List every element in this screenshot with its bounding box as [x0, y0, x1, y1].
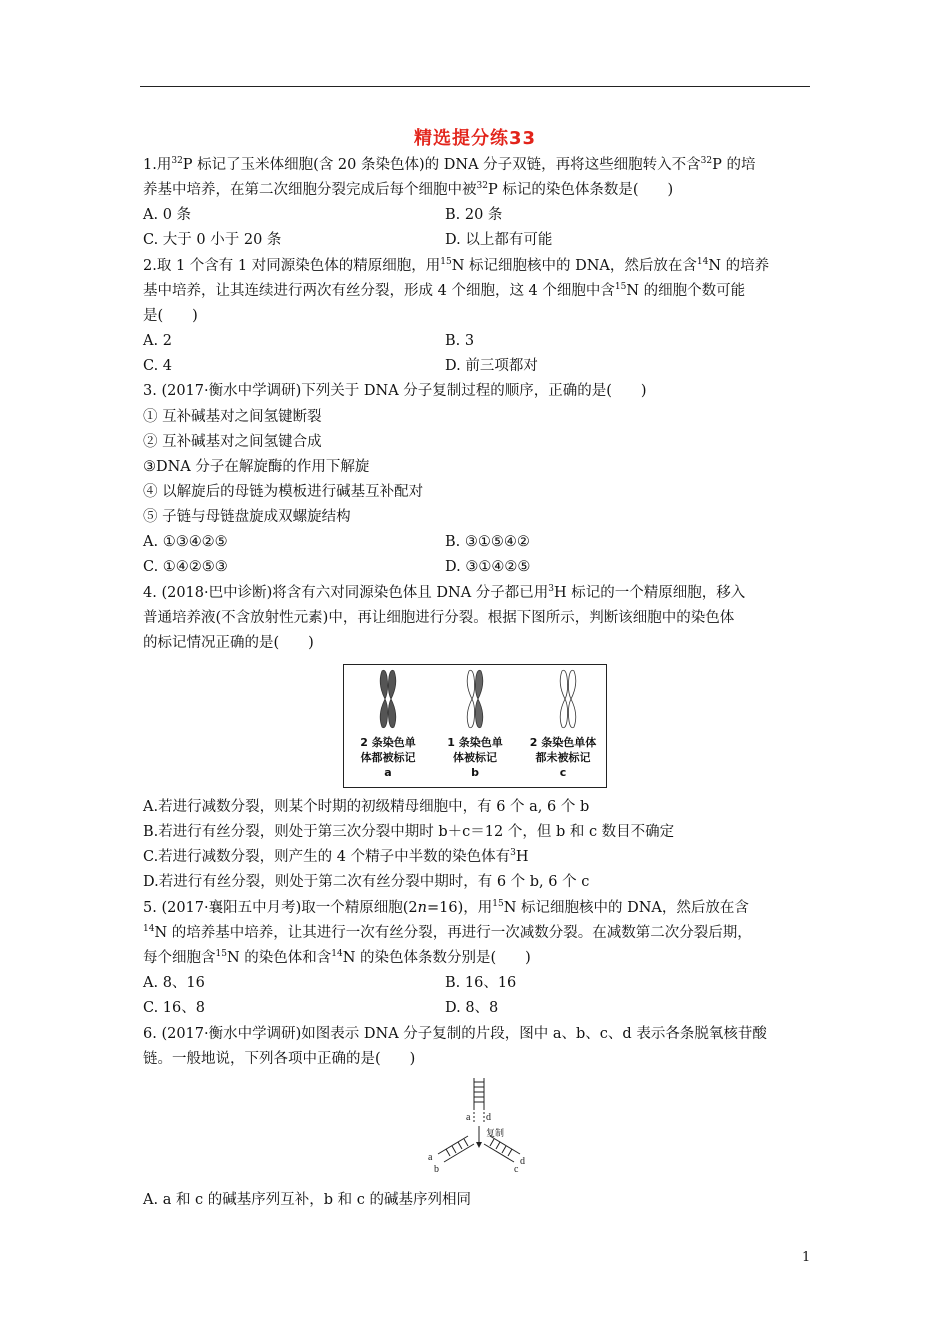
q1-option-a: A. 0 条 — [143, 207, 192, 223]
strand-c-right: c — [514, 1164, 519, 1175]
q2-line-1: 2.取 1 个含有 1 对同源染色体的精原细胞，用$^{15}$N 标记细胞核中的 DNA，然后放在含$^{14}$N 的培养 — [143, 257, 770, 274]
q3-option-a: A. ①③④②⑤ — [143, 534, 228, 550]
figure-label-b: 1 条染色单 体被标记 b — [447, 736, 503, 779]
q3-step-2: ② 互补碱基对之间氢键合成 — [143, 434, 322, 450]
header-rule — [140, 86, 810, 87]
q5-option-d: D. 8、8 — [445, 1000, 499, 1016]
q1-option-c: C. 大于 0 小于 20 条 — [143, 232, 282, 248]
q5-line-1: 5. (2017·襄阳五中月考)取一个精原细胞(2n=16)，用$^{15}$N 标记细胞核中的 DNA，然后放在含 — [143, 899, 749, 916]
q4-option-b: B.若进行有丝分裂，则处于第三次分裂中期时 b＋c＝12 个，但 b 和 c 数目不确定 — [143, 824, 675, 840]
q3-option-d: D. ③①④②⑤ — [445, 559, 531, 575]
q5-line-3: 每个细胞含$^{15}$N 的染色体和含$^{14}$N 的染色体条数分别是( ) — [143, 949, 531, 966]
dna-fork-drawing — [420, 1076, 540, 1176]
chromosome-figure — [343, 664, 607, 788]
q3-option-c: C. ①④②⑤③ — [143, 559, 228, 575]
q2-option-b: B. 3 — [445, 333, 475, 349]
strand-d-right: d — [520, 1156, 525, 1167]
q3-step-1: ① 互补碱基对之间氢键断裂 — [143, 409, 322, 425]
q2-option-c: C. 4 — [143, 358, 173, 374]
q4-option-d: D.若进行有丝分裂，则处于第二次有丝分裂中期时，有 6 个 b, 6 个 c — [143, 874, 590, 890]
q2-option-d: D. 前三项都对 — [445, 358, 538, 374]
q1-option-d: D. 以上都有可能 — [445, 232, 553, 248]
q4-line-3: 的标记情况正确的是( ) — [143, 635, 314, 651]
chromosome-a-icon — [380, 670, 395, 728]
page-number: 1 — [802, 1250, 811, 1265]
page-title: 精选提分练33 — [413, 128, 537, 149]
strand-d-top: d — [486, 1112, 491, 1123]
q1-line-2: 养基中培养，在第二次细胞分裂完成后每个细胞中被$^{32}$P 标记的染色体条数是( ) — [143, 181, 674, 198]
q5-option-a: A. 8、16 — [143, 975, 205, 991]
copy-label: 复制 — [486, 1128, 505, 1138]
dna-replication-figure — [420, 1076, 540, 1176]
q4-option-a: A.若进行减数分裂，则某个时期的初级精母细胞中，有 6 个 a, 6 个 b — [143, 799, 590, 815]
q6-line-2: 链。一般地说，下列各项中正确的是( ) — [143, 1051, 416, 1067]
q4-option-c: C.若进行减数分裂，则产生的 4 个精子中半数的染色体有$^3$H — [143, 848, 529, 865]
q2-line-3: 是( ) — [143, 308, 198, 324]
q1-option-b: B. 20 条 — [445, 207, 503, 223]
q6-option-a: A. a 和 c 的碱基序列互补，b 和 c 的碱基序列相同 — [143, 1192, 472, 1208]
q4-line-1: 4. (2018·巴中诊断)将含有六对同源染色体且 DNA 分子都已用$^3$H 标记的一个精原细胞，移入 — [143, 584, 746, 601]
q5-option-b: B. 16、16 — [445, 975, 517, 991]
q2-line-2: 基中培养，让其连续进行两次有丝分裂，形成 4 个细胞，这 4 个细胞中含$^{15}$N 的细胞个数可能 — [143, 282, 746, 299]
q5-line-2: $^{14}$N 的培养基中培养，让其进行一次有丝分裂，再进行一次减数分裂。在减数第二次分裂后期， — [143, 924, 752, 941]
q3-step-4: ④ 以解旋后的母链为模板进行碱基互补配对 — [143, 484, 424, 500]
figure-label-a: 2 条染色单 体都被标记 a — [360, 736, 416, 779]
q1-line-1: 1.用$^{32}$P 标记了玉米体细胞(含 20 条染色体)的 DNA 分子双链，再将这些细胞转入不含$^{32}$P 的培 — [143, 156, 756, 173]
strand-a-left: a — [428, 1152, 433, 1163]
q3-step-5: ⑤ 子链与母链盘旋成双螺旋结构 — [143, 509, 351, 525]
chromosome-c-icon — [560, 670, 575, 728]
q3-line-1: 3. (2017·衡水中学调研)下列关于 DNA 分子复制过程的顺序，正确的是( ) — [143, 383, 647, 399]
strand-a-top: a — [466, 1112, 471, 1123]
q4-line-2: 普通培养液(不含放射性元素)中，再让细胞进行分裂。根据下图所示，判断该细胞中的染色体 — [143, 610, 735, 626]
q5-option-c: C. 16、8 — [143, 1000, 205, 1016]
figure-label-c: 2 条染色单体 都未被标记 c — [529, 736, 597, 779]
chromosome-drawings — [344, 665, 605, 735]
q3-step-3: ③DNA 分子在解旋酶的作用下解旋 — [143, 459, 370, 475]
chromosome-b-icon — [467, 670, 482, 728]
strand-b-left: b — [434, 1164, 439, 1175]
q3-option-b: B. ③①⑤④② — [445, 534, 530, 550]
q2-option-a: A. 2 — [143, 333, 172, 349]
q6-line-1: 6. (2017·衡水中学调研)如图表示 DNA 分子复制的片段，图中 a、b、c、d 表示各条脱氧核苷酸 — [143, 1026, 767, 1042]
